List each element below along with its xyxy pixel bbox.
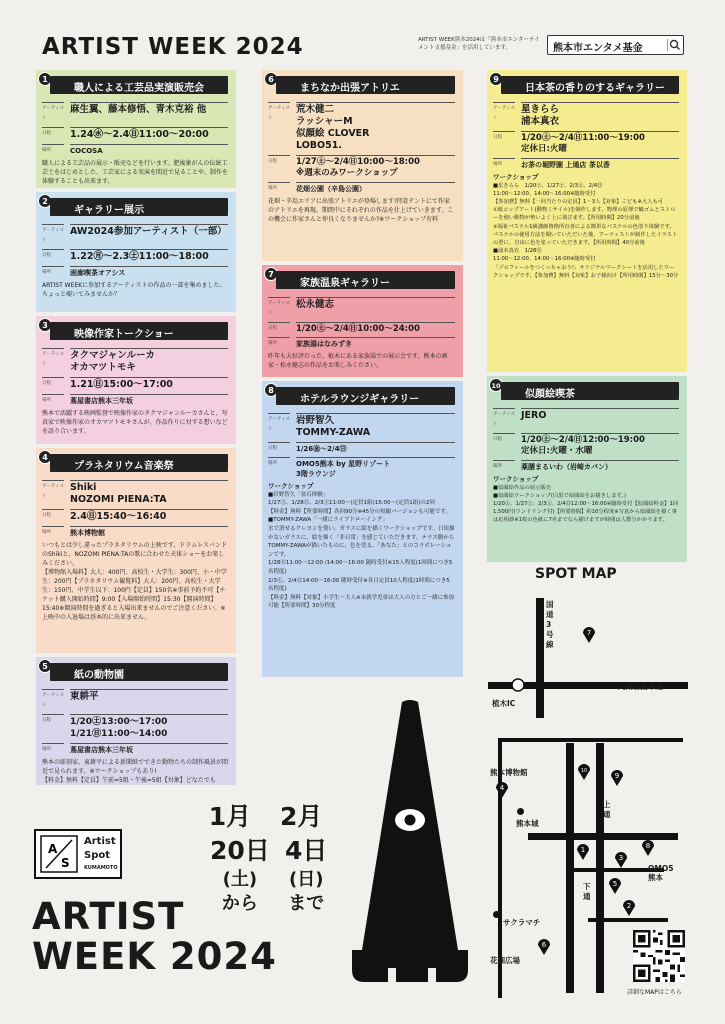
event-place: OMO5熊本 by 星野リゾート 3階ラウンジ <box>296 457 455 479</box>
map-pin-icon <box>577 762 591 780</box>
map-pin-icon <box>495 780 509 798</box>
artist-label: アーティスト <box>42 102 64 124</box>
map-pin-8[interactable] <box>641 838 655 860</box>
map-pin-icon <box>582 625 596 643</box>
event-date: 1/20㊏13:00〜17:00 1/21㊐11:00〜14:00 <box>70 714 228 740</box>
map-pin-icon <box>537 937 551 955</box>
event-description: 熊本で活躍する映画監督で映像作家のタクマジャンルーカさんと、写真家で映像作家のオカマツトモキさんが、作品作りに対する想いなどを語り合います。 <box>42 410 228 435</box>
event-description: 職人による工芸品の展示・販売などを行います。肥後象がんの伝統工芸士をはじめとした、工芸家による実演を間近で見ることや、制作を体験することも出来ます。 <box>42 160 228 185</box>
svg-text:9: 9 <box>614 772 620 780</box>
event-card-5[interactable] <box>36 657 236 785</box>
map-pin-icon <box>608 876 622 894</box>
workshop-heading: ワークショップ <box>493 475 539 483</box>
svg-text:10: 10 <box>580 768 588 774</box>
logo-text-spot: Spot <box>84 850 111 861</box>
event-date: 1.21㊐15:00〜17:00 <box>70 377 228 391</box>
card-number: 10 <box>489 378 503 392</box>
svg-text:S: S <box>61 856 70 870</box>
card-number: 3 <box>38 318 52 332</box>
map-pin-4[interactable] <box>495 780 509 802</box>
event-card-10[interactable] <box>487 376 687 562</box>
place-label: 場所 <box>493 158 515 170</box>
date-label: 日程 <box>42 509 64 521</box>
artist-name: Shiki NOZOMI PIENA:TA <box>70 480 228 506</box>
date-label: 日程 <box>42 377 64 389</box>
event-card-4[interactable] <box>36 448 236 653</box>
map-pin-7[interactable] <box>582 625 596 647</box>
event-place: 熊本博物館 <box>70 526 228 538</box>
end-weekday: (日) <box>288 869 324 890</box>
card-title: 職人による工芸品実演販売会 <box>50 76 228 94</box>
date-label: 日程 <box>42 127 64 139</box>
map-label-omo5: OMO5 熊本 <box>648 864 674 882</box>
map-pin-9[interactable] <box>610 768 624 790</box>
map-pin-1[interactable] <box>576 842 590 864</box>
place-label: 場所 <box>268 457 290 469</box>
place-label: 場所 <box>268 182 290 194</box>
logo-text-city: KUMAMOTO <box>84 865 118 871</box>
artist-label: アーティスト <box>493 102 515 124</box>
map-label-shimotori: 下通 <box>583 882 591 901</box>
artist-label: アーティスト <box>42 689 64 711</box>
event-place: COCOSA <box>70 144 228 156</box>
svg-text:1: 1 <box>580 846 586 854</box>
event-date: 1.24㊌〜2.4㊐11:00〜20:00 <box>70 127 228 141</box>
place-label: 場所 <box>493 460 515 472</box>
svg-text:3: 3 <box>618 854 624 862</box>
qr-code[interactable] <box>633 930 685 982</box>
place-label: 場所 <box>42 266 64 278</box>
logo-mark-icon <box>40 835 78 873</box>
card-title: まちなか出張アトリエ <box>276 76 455 94</box>
card-number: 7 <box>264 267 278 281</box>
svg-text:A: A <box>48 842 58 856</box>
start-month: 1月 <box>208 802 252 831</box>
event-description: 花畑・辛島エリアに出張アトリエが登場します!特設テントにて作家のアトリエを再現。期間中にそれぞれの作品を仕上げていきます。この機会に作家さんと仲良くなりませんか?※ワークショップ有料 <box>268 198 454 223</box>
spot-map-title: SPOT MAP <box>535 566 617 582</box>
footer-title-line2: WEEK 2024 <box>32 935 277 978</box>
event-card-9[interactable] <box>487 70 687 372</box>
place-label: 場所 <box>42 526 64 538</box>
card-number: 9 <box>489 72 503 86</box>
map-label-ic: 植木IC <box>492 699 516 708</box>
footer-title-line1: ARTIST <box>32 895 185 938</box>
event-place: 家族湯はなみずき <box>296 337 455 349</box>
start-date <box>190 800 270 916</box>
castle-dot-icon <box>517 808 524 815</box>
qr-note: 詳細なMAPはこちら <box>627 989 682 996</box>
map-pin-10[interactable] <box>577 762 591 784</box>
map-pin-icon <box>610 768 624 786</box>
date-label: 日程 <box>493 131 515 143</box>
start-suffix: から <box>221 893 258 914</box>
page-title: ARTIST WEEK 2024 <box>42 34 304 60</box>
workshop-details: ■似顔絵作品の展示販売 ■似顔絵ワークショップ(白黒で似顔絵をお描きします。) 1/20㊏、1/27㊏、2/3㊏、2/4㊐12:00〜16:00※随時受付【似顔絵料金】1回1,500円(ワンドリンク付)【所要時間】約10分程度※写真から似顔絵を描く事は応相談※1枚の色紙に7名までなら描けますが時間は人数分かかります。 <box>493 484 679 524</box>
artist-name: 松永健志 <box>296 297 455 311</box>
workshop-heading: ワークショップ <box>493 173 539 181</box>
artist-label: アーティスト <box>42 348 64 370</box>
sakuramachi-dot-icon <box>493 911 500 918</box>
date-label: 日程 <box>42 249 64 261</box>
card-number: 4 <box>38 450 52 464</box>
map-pin-icon <box>641 838 655 856</box>
end-date <box>265 800 327 916</box>
map-label-expressway: 九州自動車道 <box>618 682 663 691</box>
event-card-2[interactable] <box>36 192 236 312</box>
event-card-3[interactable] <box>36 316 236 444</box>
card-number: 8 <box>264 383 278 397</box>
event-date: 1/27㊏〜2/4㊐10:00〜18:00 ※週末のみワークショップ <box>296 155 455 179</box>
svg-text:7: 7 <box>586 629 592 637</box>
map-pin-6[interactable] <box>537 937 551 959</box>
event-date: 1/20㊏〜2/4㊐12:00〜19:00 定休日:火曜・水曜 <box>521 433 679 457</box>
place-label: 場所 <box>42 394 64 406</box>
search-icon[interactable] <box>667 38 681 52</box>
event-date: 1/26㊎〜2/4㊐ <box>296 442 455 454</box>
artist-name: AW2024参加アーティスト（一部） <box>70 226 227 237</box>
start-day: 20日 <box>210 836 270 865</box>
card-title: 紙の動物園 <box>50 663 228 681</box>
event-date: 1/20㊏〜2/4㊐10:00〜24:00 <box>296 322 455 334</box>
artist-name: 麻生翼、藤本修悟、青木克裕 他 <box>70 102 228 116</box>
date-label: 日程 <box>493 433 515 445</box>
card-title: ホテルラウンジギャラリー <box>276 387 455 405</box>
event-card-7[interactable] <box>262 265 463 377</box>
event-card-1[interactable] <box>36 70 236 188</box>
svg-text:6: 6 <box>541 941 547 949</box>
logo-text-artist: Artist <box>84 836 116 847</box>
date-label: 日程 <box>268 322 290 334</box>
svg-text:4: 4 <box>499 784 505 792</box>
event-card-8[interactable] <box>262 381 463 677</box>
event-description: 昨年も大好評だった、植木にある家族湯での展示会です。熊本の画家・松永健志の作品をお楽しみください。 <box>268 353 448 369</box>
card-title: 似顔絵喫茶 <box>501 382 679 400</box>
map-label-route3: 国道3号線 <box>546 600 554 649</box>
card-number: 6 <box>264 72 278 86</box>
artist-label: アーティスト <box>42 480 64 502</box>
artist-name: タクマジャンルーカ オカマツトモキ <box>70 348 228 374</box>
event-place: 蔦屋書店熊本三年坂 <box>70 394 228 406</box>
end-suffix: まで <box>288 893 325 914</box>
place-label: 場所 <box>268 337 290 349</box>
artist-name: 岩野智久 TOMMY-ZAWA <box>296 413 455 439</box>
event-place: お茶の堀野園 上通店 茶以香 <box>521 158 679 170</box>
artist-name: JERO <box>521 408 679 422</box>
map-label-museum: 熊本博物館 <box>490 768 528 777</box>
map-label-castle: 熊本城 <box>516 819 539 828</box>
workshop-heading: ワークショップ <box>268 482 314 490</box>
event-date: 2.4㊐15:40〜16:40 <box>70 509 228 523</box>
map-label-sakuramachi: サクラマチ <box>503 918 541 927</box>
search-query: 熊本市エンタメ基金 <box>553 43 643 54</box>
artist-label: アーティスト <box>42 224 64 246</box>
card-title: 映像作家トークショー <box>50 322 228 340</box>
header-note: ARTIST WEEK熊本2024は「熊本市エンターテイメント支援基金」を活用しています。 <box>418 37 540 51</box>
artist-label: アーティスト <box>268 102 290 124</box>
card-number: 1 <box>38 72 52 86</box>
card-number: 2 <box>38 194 52 208</box>
card-title: プラネタリウム音楽祭 <box>50 454 228 472</box>
date-label: 日程 <box>42 714 64 726</box>
map-pin-icon <box>576 842 590 860</box>
place-label: 場所 <box>42 743 64 755</box>
map-pin-5[interactable] <box>608 876 622 898</box>
end-month: 2月 <box>280 802 323 831</box>
search-box[interactable] <box>547 35 684 55</box>
card-number: 5 <box>38 659 52 673</box>
event-card-6[interactable] <box>262 70 463 261</box>
map-pin-icon <box>614 850 628 868</box>
event-description: 熊本の彫刻家、東耕平による新聞紙でできた動物たちの制作風景が間近で見られます。※ワークショップもあり! 【料金】無料【定員】午前=5組・午後=5組【対象】どなたでも <box>42 759 229 784</box>
artist-label: アーティスト <box>493 408 515 430</box>
svg-text:5: 5 <box>612 880 618 888</box>
map-label-kamitori: 上通 <box>603 800 611 819</box>
map-label-hanabata: 花畑広場 <box>490 956 520 965</box>
workshop-details: ■星きらら 1/20㊏、1/27㊏、2/3㊏、2/4㊐ 11:00〜12:00、14:00〜16:00※随時受付 【参加費】無料【一回当たりの定員】1〜3人【対象】こども※大人も可 ①紙コップアート(動物ミサイル)を制作します。物理の原理で輪ゴムとストローを使い動物が勢いよく上に飛びます。【所用時間】20分前後 ②福祉パステル1級講師資格所有者による簡単なパステルの色塗り体験です。パステルの使用方法を聞いていただいた後、アーティストが制作したイラストの型に、自由に色を塗っていただきます。【所用時間】40分前後 ■浦本真衣 1/28㊐ 11:00〜12:00、14:00〜16:00※随時受付 「プロフィールをつくっちゃおう!」オリジナルワークシートを活用したワークショップです。【参加費】無料【対象】お子様向け【所用時間】15分〜30分 <box>493 182 679 279</box>
date-label: 日程 <box>268 442 290 454</box>
map-pin-3[interactable] <box>614 850 628 872</box>
card-title: 日本茶の香りのするギャラリー <box>501 76 679 94</box>
map-pin-2[interactable] <box>622 898 636 920</box>
svg-text:2: 2 <box>626 902 632 910</box>
card-title: ギャラリー展示 <box>50 198 228 216</box>
artist-label: アーティスト <box>268 297 290 319</box>
event-date: 1.22㊊〜2.3㊏11:00〜18:00 <box>70 249 228 263</box>
artist-name: 東耕平 <box>70 689 228 703</box>
event-place: 画廊喫茶オアシス <box>70 266 228 278</box>
map-pin-icon <box>622 898 636 916</box>
event-place: 薬膳まるいわ（岩崎カバン） <box>521 460 679 472</box>
svg-text:8: 8 <box>645 842 651 850</box>
artist-label: アーティスト <box>268 413 290 435</box>
card-title: 家族温泉ギャラリー <box>276 271 455 289</box>
event-description: ARTIST WEEKに参加するアーティストの作品の一部を集めました。ちょっと覗いてみませんか？ <box>42 282 226 298</box>
eye-triangle-illustration <box>340 700 480 985</box>
event-description: いつもとは少し違ったプラネタリウムの上映です。ドラムレスバンドのShikiと、NOZOMI PIENA:TAの歌に合わせた天体ショーをお楽しみください。 【博物館入場料】大人：400円、高校生・大学生：300円、小・中学生：200円【プラネタリウム観覧料】大人：200円、高校生・大学生：150円、中学生以下：100円【定員】150名※事前予約不可【チケット購入開始時間】9:00【入場開始時間】15:30【開演時間】15:40※開演時間を過ぎると入場出来ませんのでご注意ください。※上映中の入退場は基本的に出来ません。 <box>42 542 228 621</box>
artist-name: 星きらら 浦本真衣 <box>521 102 679 128</box>
event-place: 花畑公園（辛島公園） <box>296 182 455 194</box>
artist-name: 荒木健二 ラッシャーM 似顔絵 CLOVER LOBO51. <box>296 102 455 152</box>
event-date: 1/20㊏〜2/4㊐11:00〜19:00 定休日:火曜 <box>521 131 679 155</box>
event-place: 蔦屋書店熊本三年坂 <box>70 743 228 755</box>
workshop-details: ■岩野智久「盆石体験」 1/27㊏、1/28㊐、2/3㊏11:00〜(定員1組)15:00〜(定員1組)の2回 【料金】無料【所要時間】各回90分※45分の短縮バージョンも可能です。 ■TOMMY-ZAWA「一緒にライブドローイング」 水で消せるクレヨンを使い、ガラスに絵を描くワークショップです。日頃描かないガラスに、絵を描く「非日常」を感じていただきます。テラス側からTOMMY-ZAWAが描いたものに、色を塗る、「あなた」とのコラボレーションです。 1/28㊐11:00〜12:00 /14:00〜16:00 随時受付※15人程度(1時間につき5名程度) 2/3㊏、2/4㊐14:00〜16:00 随時受付※各日定員10人程度(1時間につき5名程度) 【料金】無料【対象】小学生〜大人※未就学児童は大人の方とご一緒に参加可能【所要時間】30分程度 <box>268 491 455 610</box>
date-label: 日程 <box>268 155 290 167</box>
end-day: 4日 <box>285 836 328 865</box>
artist-spot-logo <box>34 829 122 879</box>
start-weekday: (土) <box>222 869 258 890</box>
place-label: 場所 <box>42 144 64 156</box>
